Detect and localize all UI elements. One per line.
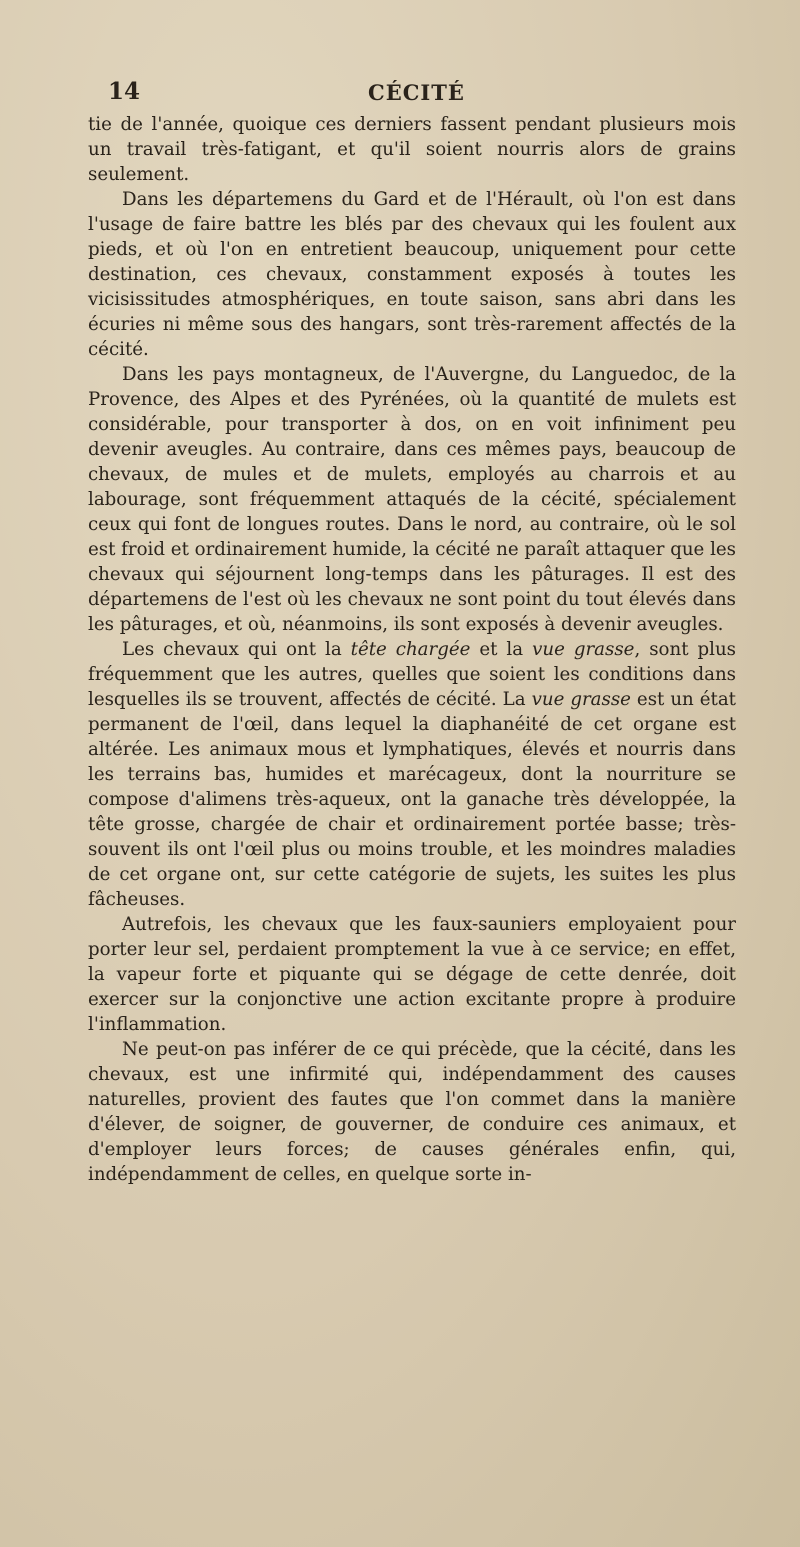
text-run: Les chevaux qui ont la bbox=[122, 639, 351, 660]
italic-phrase: vue grasse bbox=[532, 639, 635, 660]
paragraph: Ne peut-on pas inférer de ce qui précède, que la cécité, dans les chevaux, est une infirmité qui, indépendamment des causes naturelles, provient des fautes que l'on commet dans la manière d'élever, de soigner, de gouverner, de conduire ces animaux, et d'employer leurs forces; de causes générales enfin, qui, indépendamment de celles, en quelque sorte in- bbox=[88, 1039, 736, 1185]
page-header bbox=[108, 78, 748, 114]
text-run: , sont plus fréquemment que les autres, quelles que soient les conditions dans lesquelles ils se trouvent, affectés de cécité. La bbox=[88, 639, 736, 710]
italic-phrase: tête chargée bbox=[350, 639, 471, 660]
running-head: CÉCITÉ bbox=[368, 80, 465, 105]
paragraph bbox=[88, 637, 736, 912]
page-number: 14 bbox=[108, 78, 141, 105]
paragraph: Autrefois, les chevaux que les faux-sauniers employaient pour porter leur sel, perdaient promptement la vue à ce service; en effet, la vapeur forte et piquante qui se dégage de cette denrée, doit exercer sur la conjonctive une action excitante propre à produire l'inflammation. bbox=[88, 914, 736, 1035]
body-text bbox=[88, 112, 736, 1187]
italic-phrase: vue grasse bbox=[531, 689, 631, 710]
paragraph: Dans les départemens du Gard et de l'Hérault, où l'on est dans l'usage de faire battre les blés par des chevaux qui les foulent aux pieds, et où l'on en entretient beaucoup, uniquement pour cette destination, ces chevaux, constamment exposés à toutes les vicisissitudes atmosphériques, en toute saison, sans abri dans les écuries ni même sous des hangars, sont très-rarement affectés de la cécité. bbox=[88, 189, 736, 360]
text-run: est un état permanent de l'œil, dans lequel la diaphanéité de cet organe est altérée. Les animaux mous et lymphatiques, élevés et nourris dans les terrains bas, humides et marécageux, dont la nourriture se compose d'alimens très-aqueux, ont la ganache très développée, la tête grosse, chargée de chair et ordinairement portée basse; très-souvent ils ont l'œil plus ou moins trouble, et les moindres maladies de cet organe ont, sur cette catégorie de sujets, les suites les plus fâcheuses. bbox=[88, 689, 736, 910]
text-run: et la bbox=[470, 639, 533, 660]
paragraph: Dans les pays montagneux, de l'Auvergne, du Languedoc, de la Provence, des Alpes et des Pyrénées, où la quantité de mulets est considérable, pour transporter à dos, on en voit infiniment peu devenir aveugles. Au contraire, dans ces mêmes pays, beaucoup de chevaux, de mules et de mulets, employés au charrois et au labourage, sont fréquemment attaqués de la cécité, spécialement ceux qui font de longues routes. Dans le nord, au contraire, où le sol est froid et ordinairement humide, la cécité ne paraît attaquer que les chevaux qui séjournent long-temps dans les pâturages. Il est des départemens de l'est où les chevaux ne sont point du tout élevés dans les pâturages, et où, néanmoins, ils sont exposés à devenir aveugles. bbox=[88, 364, 737, 635]
paragraph: tie de l'année, quoique ces derniers fassent pendant plusieurs mois un travail très-fatigant, et qu'il soient nourris alors de grains seulement. bbox=[88, 114, 736, 185]
